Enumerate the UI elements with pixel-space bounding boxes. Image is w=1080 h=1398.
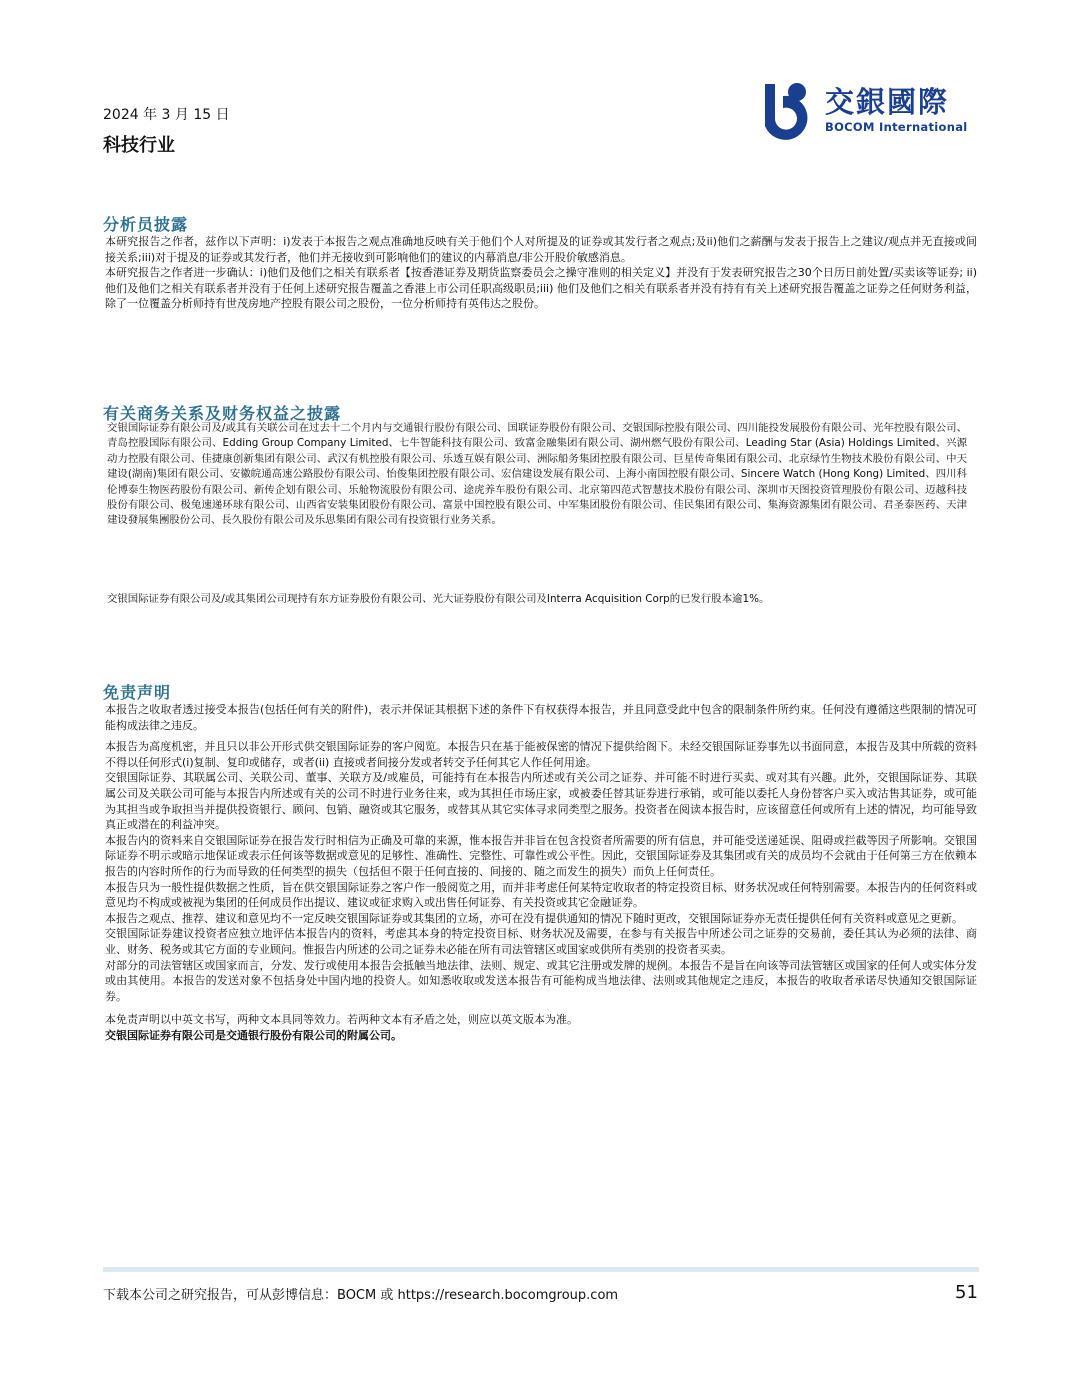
affiliate-note: 交银国际证券有限公司是交通银行股份有限公司的附属公司。	[105, 1028, 402, 1042]
disclaimer-paragraph: 本报告之观点、推荐、建议和意见均不一定反映交银国际证券或其集团的立场，亦可在没有提供通知的情况下随时更改，交银国际证券亦无责任提供任何有关资料或意见之更新。	[105, 911, 963, 925]
disclaimer-paragraph: 交银国际证券建议投资者应独立地评估本报告内的资料，考虑其本身的特定投资目标、财务状况及需要，在参与有关报告中所述公司之证券的交易前，委任其认为必须的法律、商业、财务、税务或其它方面的专业顾问。惟报告内所述的公司之证券未必能在所有司法管辖区或国家或供所有类别的投资者买卖。	[105, 927, 977, 956]
report-date: 2024 年 3 月 15 日	[103, 107, 230, 123]
analyst-disclosure-body	[105, 234, 977, 312]
analyst-paragraph: 本研究报告之作者进一步确认：i)他们及他们之相关有联系者【按香港证券及期货监察委员会之操守准则的相关定义】并没有于发表研究报告之30个日历日前处置/买卖该等证券; ii)他们及他们之相关有联系者并没有于任何上述研究报告覆盖之香港上市公司任职高级职员;iii) 他们及他们之相关有联系者并没有持有有关上述研究报告覆盖之证券之任何财务利益，除了一位覆盖分析师持有世茂房地产控股有限公司之股份，一位分析师持有英伟达之股份。	[105, 266, 977, 311]
disclaimer-paragraph: 对部分的司法管辖区或国家而言，分发、发行或使用本报告会抵触当地法律、法则、规定、或其它注册或发牌的规例。本报告不是旨在向该等司法管辖区或国家的任何人或实体分发或由其使用。本报告的发送对象不包括身处中国内地的投资人。如知悉收取或发送本报告有可能构成当地法律、法则或其他规定之违反，本报告的收取者承诺尽快通知交银国际证券。	[105, 958, 977, 1003]
footer-download-info: 下载本公司之研究报告，可从彭博信息：BOCM 或 https://research.bocomgroup.com	[103, 1288, 619, 1303]
analyst-paragraph: 本研究报告之作者，兹作以下声明：i)发表于本报告之观点准确地反映有关于他们个人对所提及的证券或其发行者之观点;及ii)他们之薪酬与发表于报告上之建议/观点并无直接或间接关系;iii)对于提及的证券或其发行者，他们并无接收到可影响他们的建议的内幕消息/非公开股价敏感消息。	[105, 235, 977, 264]
disclaimer-paragraph: 本报告只为一般性提供数据之性质，旨在供交银国际证券之客户作一般阅览之用，而并非考虑任何某特定收取者的特定投资目标、财务状况或任何特别需要。本报告内的任何资料或意见均不构成或被视为集团的任何成员作出提议、建议或征求购入或出售任何证券、有关投资或其它金融证券。	[105, 880, 977, 910]
business-relationship-paragraph: 交银国际证券有限公司及/或其有关联公司在过去十二个月内与交通银行股份有限公司、国联证券股份有限公司、交银国际控股有限公司、四川能投发展股份有限公司、光年控股有限公司、青岛控股国际有限公司、Edding Group Company Limited、七牛智能科技有限公司、致富金融集团有限公司、湖州燃气股份有限公司、Leading Star (Asia) Holdings Limited、兴源动力控股有限公司、佳捷康创新集团有限公司、武汉有机控股有限公司、乐透互娱有限公司、洲际船务集团控股有限公司、巨星传奇集团有限公司、北京绿竹生物技术股份有限公司、中天建设(湖南)集团有限公司、安徽皖通高速公路股份有限公司、怡俊集团控股有限公司、宏信建设发展有限公司、上海小南国控股有限公司、Sincere Watch (Hong Kong) Limited、四川科伦博泰生物医药股份有限公司、新传企划有限公司、乐舱物流股份有限公司、途虎养车股份有限公司、北京第四范式智慧技术股份有限公司、深圳市天图投资管理股份有限公司、迈越科技股份有限公司、极兔速递环球有限公司、山西省安装集团股份有限公司、富景中国控股有限公司、中军集团股份有限公司、佳民集团有限公司、集海资源集团有限公司、君圣泰医药、天津建设發展集團股份公司、長久股份有限公司及乐思集团有限公司有投资银行业务关系。	[107, 422, 967, 527]
business-disclosure-heading: 有关商务关系及财务权益之披露	[103, 404, 342, 423]
logo-chinese-name: 交銀國際	[825, 85, 950, 119]
disclaimer-paragraph: 本报告内的资料来自交银国际证券在报告发行时相信为正确及可靠的来源，惟本报告并非旨在包含投资者所需要的所有信息，并可能受送递延误、阻碍或拦截等因子所影响。交银国际证券不明示或暗示地保证或表示任何该等数据或意见的足够性、准确性、完整性、可靠性或公平性。因此，交银国际证券及其集团或有关的成员均不会就由于任何第三方在依赖本报告的内容时所作的行为而导致的任何类型的损失（包括但不限于任何直接的、间接的、随之而发生的损失）而负上任何责任。	[105, 833, 977, 878]
footer-divider	[103, 1267, 979, 1272]
disclaimer-heading: 免责声明	[103, 683, 172, 702]
disclaimer-body	[105, 702, 977, 1043]
analyst-disclosure-heading: 分析员披露	[103, 215, 189, 234]
disclaimer-paragraph: 交银国际证券、其联属公司、关联公司、董事、关联方及/或雇员，可能持有在本报告内所述或有关公司之证券、并可能不时进行买卖、或对其有兴趣。此外，交银国际证券、其联属公司及关联公司可能与本报告内所述或有关的公司不时进行业务往来，或为其担任市场庄家，或被委任替其证券进行承销，或可能以委托人身份替客户买入或沽售其证券，或可能为其担当或争取担当并提供投资银行、顾问、包销、融资或其它服务，或替其从其它实体寻求同类型之服务。投资者在阅读本报告时，应该留意任何或所有上述的情况，均可能导致真正或潜在的利益冲突。	[105, 771, 977, 832]
shareholding-paragraph: 交银国际证券有限公司及/或其集团公司现持有东方证券股份有限公司、光大证券股份有限公司及Interra Acquisition Corp的已发行股本逾1%。	[107, 593, 770, 605]
bocom-logo-icon	[755, 78, 817, 140]
disclaimer-paragraph: 本报告之收取者透过接受本报告(包括任何有关的附件)，表示并保证其根据下述的条件下有权获得本报告，并且同意受此中包含的限制条件所约束。任何没有遵循这些限制的情况可能构成法律之违反。	[105, 703, 977, 732]
bocom-logo	[755, 78, 980, 140]
page-number: 51	[955, 1282, 978, 1303]
logo-english-name: BOCOM International	[825, 120, 968, 134]
language-note: 本免责声明以中英文书写，两种文本具同等效力。若两种文本有矛盾之处，则应以英文版本为准。	[105, 1013, 578, 1027]
industry-title: 科技行业	[103, 135, 175, 156]
disclaimer-paragraph: 本报告为高度机密，并且只以非公开形式供交银国际证券的客户阅览。本报告只在基于能被保密的情况下提供给阁下。未经交银国际证券事先以书面同意，本报告及其中所载的资料不得以任何形式(i)复制、复印或储存，或者(ii) 直接或者间接分发或者转交予任何其它人作任何用途。	[105, 740, 977, 769]
